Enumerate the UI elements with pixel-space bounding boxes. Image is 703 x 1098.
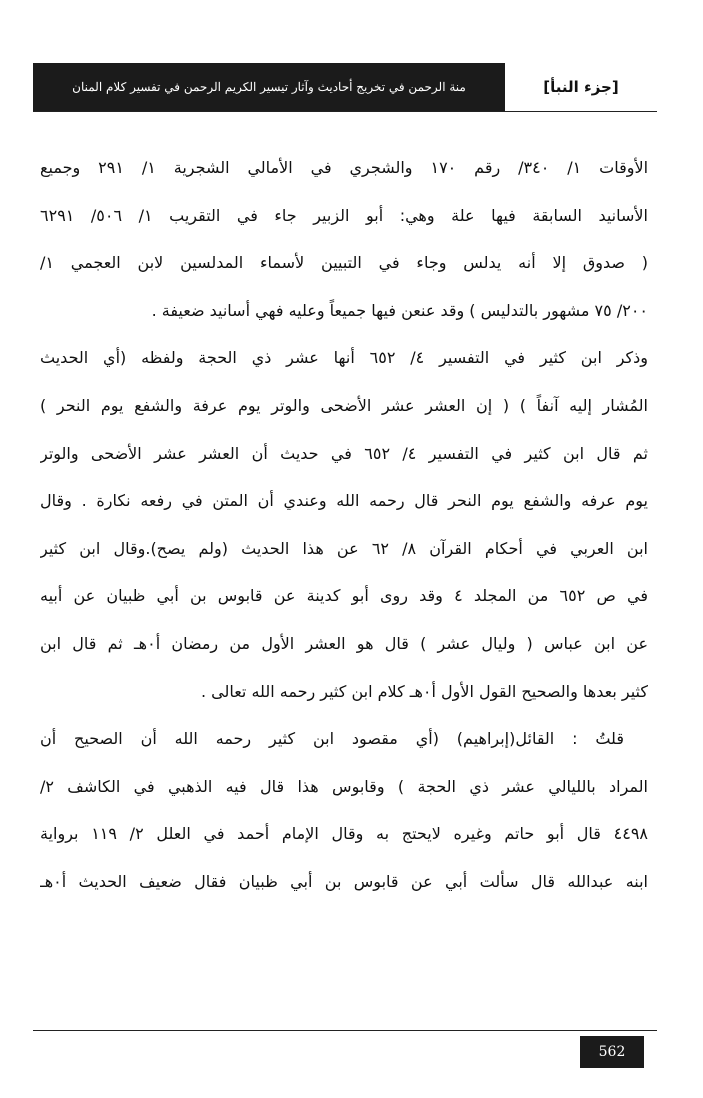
main-text [40,144,648,906]
text-line: عن ابن عباس ( وليال عشر ) قال هو العشر الأول من رمضان أ٠هـ ثم قال ابن [40,633,648,653]
text-line: ٢٠٠/ ٧٥ مشهور بالتدليس ) وقد عنعن فيها جميعاً وعليه فهي أسانيد ضعيفة . [151,300,648,320]
page-number: 562 [580,1036,644,1068]
text-line: يوم عرفه والشفع يوم النحر قال رحمه الله وعندي أن المتن في رفعه نكارة . وقال [40,491,648,511]
text-line: المراد بالليالي عشر ذي الحجة ) وقابوس هذا قال فيه الذهبي في الكاشف ٢/ [40,776,648,796]
text-line: كثير بعدها والصحيح القول الأول أ٠هـ كلام ابن كثير رحمه الله تعالى . [200,681,648,701]
text-line: ٤٤٩٨ قال أبو حاتم وغيره لايحتج به وقال الإمام أحمد في العلل ٢/ ١١٩ برواية [40,824,648,844]
section-label: [جزء النبأ] [505,63,657,111]
page-header [33,63,657,112]
text-line: قلتُ : القائل(إبراهيم) (أي مقصود ابن كثير رحمه الله أن الصحيح أن [40,729,624,749]
text-line: الأوقات ١/ ٣٤٠/ رقم ١٧٠ والشجري في الأمالي الشجرية ١/ ٢٩١ وجميع [40,158,648,177]
text-line: المُشار إليه آنفاً ) ( إن العشر عشر الأضحى والوتر يوم عرفة والشفع يوم النحر ) [40,395,648,415]
text-line: في ص ٦٥٢ من المجلد ٤ وقد روى أبو كدينة عن قابوس بن أبي ظبيان عن أبيه [40,586,648,606]
text-line: ابن العربي في أحكام القرآن ٨/ ٦٢ عن هذا الحديث (ولم يصح).وقال ابن كثير [40,538,648,558]
text-line: ( صدوق إلا أنه يدلس وجاء في التبيين لأسماء المدلسين لابن العجمي ١/ [40,253,648,273]
footer-divider [33,1030,657,1031]
text-line: ثم قال ابن كثير في التفسير ٤/ ٦٥٢ في حديث أن العشر عشر الأضحى والوتر [40,443,648,463]
book-title: منة الرحمن في تخريج أحاديث وآثار تيسير الكريم الرحمن في تفسير كلام المنان [33,63,505,111]
text-line: وذكر ابن كثير في التفسير ٤/ ٦٥٢ أنها عشر ذي الحجة ولفظه (أي الحديث [40,348,648,368]
text-line: الأسانيد السابقة فيها علة وهي: أبو الزبير جاء في التقريب ١/ ٥٠٦/ ٦٢٩١ [40,205,648,225]
text-line: ابنه عبدالله قال سألت أبي عن قابوس بن أبي ظبيان فقال ضعيف الحديث أ٠هـ [40,871,648,891]
